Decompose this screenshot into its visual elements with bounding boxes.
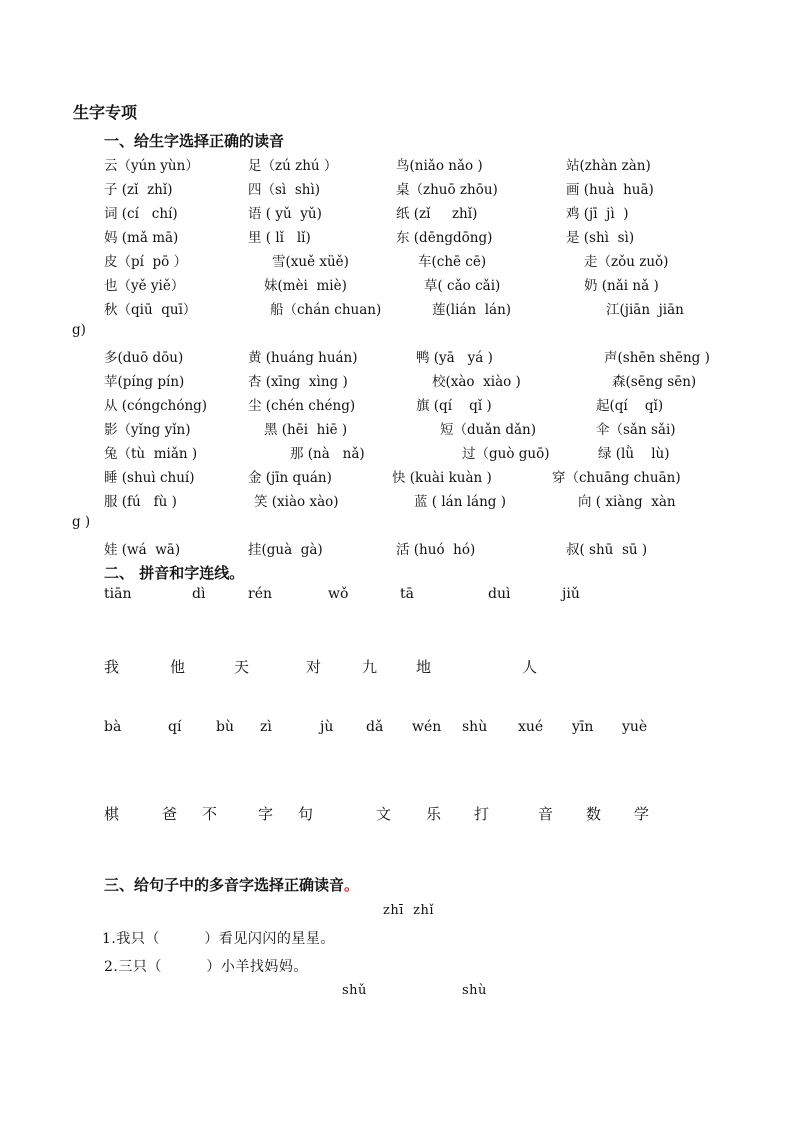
pronunciation-item: 金 (jīn quán)	[248, 470, 332, 486]
pronunciation-item: 苹(píng pín)	[104, 374, 185, 390]
pronunciation-item: 站(zhàn zàn)	[566, 158, 651, 174]
character-item: 不	[202, 805, 218, 823]
pinyin-item: rén	[248, 586, 272, 602]
pronunciation-item: 妈 (mǎ mā)	[104, 230, 179, 246]
pinyin-item: bù	[216, 719, 234, 735]
sentence1-pinyin-options: zhī zhǐ	[383, 903, 435, 918]
pronunciation-item: 车(chē cē)	[418, 254, 487, 270]
pronunciation-item: 过（guò guō)	[462, 446, 550, 462]
pronunciation-item: 兔（tù miǎn )	[104, 446, 198, 462]
pronunciation-item: 旗 (qí qǐ )	[416, 398, 492, 414]
pinyin-item: jù	[320, 719, 334, 735]
wrap-continuation-1: g)	[72, 322, 86, 338]
section-title-characters: 生字专项	[73, 103, 138, 122]
pronunciation-item: 东 (dēngdōng)	[396, 230, 493, 246]
pronunciation-item: 奶 (nǎi nǎ )	[584, 278, 659, 294]
pinyin-item: xué	[518, 719, 544, 735]
character-item: 爸	[162, 805, 178, 823]
character-item: 句	[298, 805, 314, 823]
pronunciation-item: 鸟(niǎo nǎo )	[396, 158, 483, 174]
pronunciation-item: 江(jiān jiān	[606, 302, 684, 318]
character-item: 人	[522, 658, 538, 676]
section3-title-mark: 。	[344, 876, 360, 894]
pronunciation-item: 森(sēng sēn)	[612, 374, 697, 390]
pronunciation-item: 从 (cóngchóng)	[104, 398, 208, 414]
pronunciation-item: 桌（zhuō zhōu)	[396, 182, 498, 198]
pronunciation-item: 鸡 (jī jì )	[566, 206, 629, 222]
character-item: 音	[538, 805, 554, 823]
character-item: 天	[234, 658, 250, 676]
pronunciation-item: 校(xào xiào )	[432, 374, 521, 390]
pronunciation-item: 挂(guà gà)	[248, 542, 323, 558]
sentence-2: 2.三只（ ）小羊找妈妈。	[104, 959, 308, 975]
pronunciation-item: 杏 (xīng xìng )	[248, 374, 348, 390]
pronunciation-item: 是 (shì sì)	[566, 230, 635, 246]
character-item: 对	[306, 658, 322, 676]
pronunciation-item: 妹(mèi miè)	[264, 278, 347, 294]
section3-title-text: 三、给句子中的多音字选择正确读音	[104, 876, 345, 894]
pronunciation-item: 黑 (hēi hiē )	[264, 422, 348, 438]
pronunciation-item: 鸭 (yā yá )	[416, 350, 493, 366]
pronunciation-item: 活 (huó hó)	[396, 542, 476, 558]
pronunciation-item: 叔( shū sū )	[566, 542, 648, 558]
pronunciation-item: 走（zǒu zuǒ)	[584, 254, 669, 270]
character-item: 九	[362, 658, 378, 676]
pinyin-item: yuè	[622, 719, 648, 735]
pinyin-item: tā	[400, 586, 414, 602]
pronunciation-item: 四（sì shì)	[248, 182, 321, 198]
pronunciation-item: 足（zú zhú ）	[248, 158, 338, 174]
pronunciation-item: 快 (kuài kuàn )	[392, 470, 492, 486]
section3-title	[104, 874, 359, 895]
pinyin-item: wǒ	[328, 586, 349, 602]
pronunciation-item: 皮（pí pō ）	[104, 254, 188, 270]
character-item: 棋	[104, 805, 120, 823]
pronunciation-item: 画 (huà huā)	[566, 182, 654, 198]
pronunciation-item: 起(qí qǐ)	[596, 398, 664, 414]
pronunciation-item: 服 (fú fù )	[104, 494, 177, 510]
character-item: 乐	[426, 805, 442, 823]
character-item: 我	[104, 658, 120, 676]
pinyin-item: jiǔ	[562, 586, 580, 602]
pronunciation-item: 云（yún yùn）	[104, 158, 199, 174]
pronunciation-item: 伞（sǎn sǎi)	[596, 422, 676, 438]
pinyin-item: zì	[260, 719, 272, 735]
pronunciation-item: 声(shēn shēng )	[604, 350, 710, 366]
pinyin-item: yīn	[572, 719, 594, 735]
pronunciation-item: 草( cǎo cǎi)	[424, 278, 501, 294]
character-item: 数	[586, 805, 602, 823]
pronunciation-item: 睡 (shuì chuí)	[104, 470, 195, 486]
character-item: 文	[376, 805, 392, 823]
section2-title: 二、 拼音和字连线。	[104, 564, 245, 582]
pronunciation-item: 尘 (chén chéng)	[248, 398, 356, 414]
pronunciation-item: 纸 (zǐ zhǐ)	[396, 206, 478, 222]
pinyin-item: wén	[412, 719, 442, 735]
pronunciation-item: 短（duǎn dǎn)	[440, 422, 537, 438]
pronunciation-item: 影（yǐng yǐn)	[104, 422, 191, 438]
character-item: 字	[258, 805, 274, 823]
pronunciation-item: 向 ( xiàng xàn	[578, 494, 676, 510]
wrap-continuation-2: g )	[72, 514, 91, 530]
pronunciation-item: 也（yě yiě）	[104, 278, 185, 294]
pinyin-item: duì	[488, 586, 511, 602]
pronunciation-item: 词 (cí chí)	[104, 206, 178, 222]
character-item: 地	[416, 658, 432, 676]
pinyin-item: bà	[104, 719, 122, 735]
pronunciation-item: 笑 (xiào xào)	[254, 494, 339, 510]
pronunciation-item: 穿（chuāng chuān)	[552, 470, 681, 486]
pronunciation-item: 语 ( yǔ yǔ)	[248, 206, 322, 222]
pronunciation-item: 那 (nà nǎ)	[290, 446, 365, 462]
character-item: 打	[474, 805, 490, 823]
pronunciation-item: 里 ( lǐ lǐ)	[248, 230, 311, 246]
pinyin-item: tiān	[104, 586, 132, 602]
pinyin-item: dì	[192, 586, 206, 602]
pinyin-item: shù	[462, 719, 488, 735]
pinyin-item: dǎ	[366, 719, 384, 735]
pinyin-item: qí	[168, 719, 182, 735]
pronunciation-item: 秋（qiū quī）	[104, 302, 197, 318]
character-item: 他	[170, 658, 186, 676]
pronunciation-item: 多(duō dōu)	[104, 350, 184, 366]
pronunciation-item: 子 (zǐ zhǐ)	[104, 182, 173, 198]
pronunciation-item: 娃 (wá wā)	[104, 542, 181, 558]
character-item: 学	[634, 805, 650, 823]
pronunciation-item: 黄 (huáng huán)	[248, 350, 358, 366]
sentence3-pinyin-option-b: shù	[462, 983, 487, 998]
pronunciation-item: 莲(lián lán)	[432, 302, 512, 318]
pronunciation-item: 船（chán chuan)	[270, 302, 382, 318]
pronunciation-item: 蓝 ( lán láng )	[414, 494, 506, 510]
section1-title: 一、给生字选择正确的读音	[104, 132, 285, 150]
pronunciation-item: 雪(xuě xüě)	[272, 254, 349, 270]
pronunciation-item: 绿 (lǜ lù)	[598, 446, 670, 462]
sentence3-pinyin-option-a: shǔ	[342, 983, 367, 998]
sentence-1: 1.我只（ ）看见闪闪的星星。	[102, 931, 335, 947]
